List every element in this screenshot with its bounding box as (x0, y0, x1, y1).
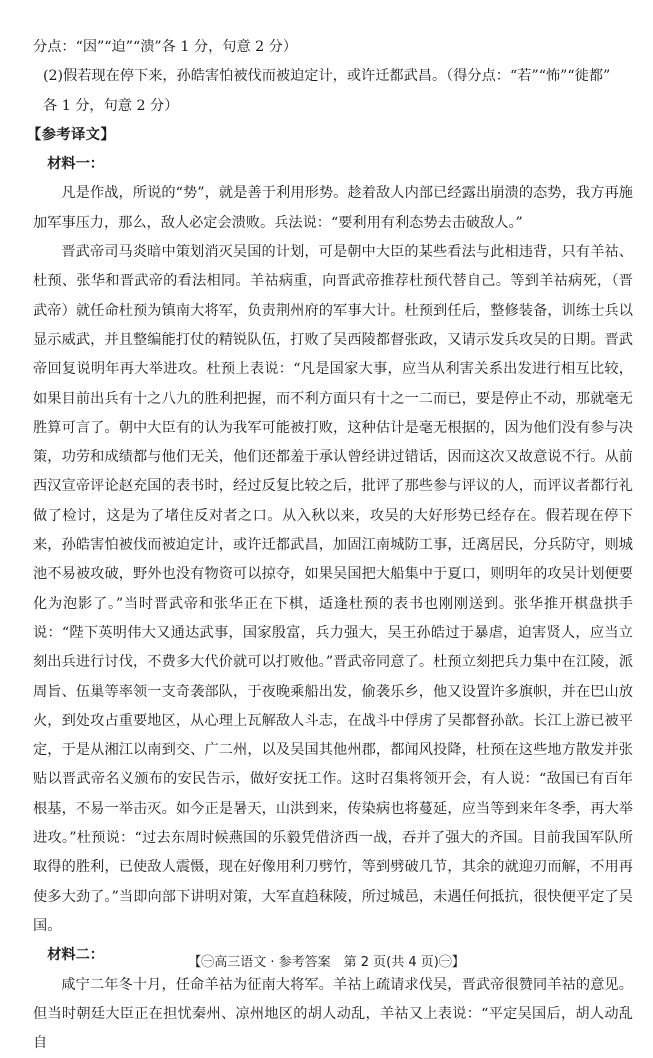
document-body (33, 33, 633, 1058)
answer-line-1: 分点：“因”“迫”“溃”各 1 分，句意 2 分） (33, 33, 633, 62)
section-title: 【参考译文】 (27, 121, 633, 150)
page-footer: 【㊀高三语文 · 参考答案 第 2 页(共 4 页)㊀】 (0, 953, 653, 973)
answer-line-2: (2)假若现在停下来，孙皓害怕被伐而被迫定计，或许迁都武昌。（得分点：“若”“怖”“徙都” (33, 62, 633, 91)
material1-paragraph-2: 晋武帝司马炎暗中策划消灭吴国的计划，可是朝中大臣的某些看法与此相违背，只有羊祜、杜预、张华和晋武帝的看法相同。羊祜病重，向晋武帝推荐杜预代替自己。等到羊祜病死，（晋武帝）就任命杜预为镇南大将军，负责荆州府的军事大计。杜预到任后，整修装备，训练士兵以显示威武，并且整编能打仗的精锐队伍，打败了吴西陵都督张政，又请示发兵攻吴的日期。晋武帝回复说明年再大举进攻。杜预上表说：“凡是国家大事，应当从利害关系出发进行相互比较，如果目前出兵有十之八九的胜利把握，而不利方面只有十之一二而已，要是停止不动，那就毫无胜算可言了。朝中大臣有的认为我军可能被打败，这种估计是毫无根据的，因为他们没有参与决策，功劳和成绩都与他们无关，他们还都羞于承认曾经讲过错话，因而这次又故意说不行。从前西汉宣帝评论赵充国的表书时，经过反复比较之后，批评了那些参与评议的人，而评议者都行礼做了检讨，这是为了堵住反对者之口。从入秋以来，攻吴的大好形势已经存在。假若现在停下来，孙皓害怕被伐而被迫定计，或许迁都武昌，加固江南城防工事，迁离居民，分兵防守，则城池不易被攻破，野外也没有物资可以掠夺，如果吴国把大船集中于夏口，则明年的攻吴计划便要化为泡影了。”当时晋武帝和张华正在下棋，适逢杜预的表书也刚刚送到。张华推开棋盘拱手说：“陛下英明伟大又通达武事，国家殷富，兵力强大，吴王孙皓过于暴虐，迫害贤人，应当立刻出兵进行讨伐，不费多大代价就可以打败他。”晋武帝同意了。杜预立刻把兵力集中在江陵，派周旨、伍巢等率领一支奇袭部队，于夜晚乘船出发，偷袭乐乡，他又设置许多旗帜，并在巴山放火，到处攻占重要地区，从心理上瓦解敌人斗志，在战斗中俘虏了吴都督孙歆。长江上游已被平定，于是从湘江以南到交、广二州，以及吴国其他州郡，都闻风投降，杜预在这些地方散发并张贴以晋武帝名义颁布的安民告示，做好安抚工作。这时召集将领开会，有人说：“敌国已有百年根基，不易一举击灭。如今正是暑天，山洪到来，传染病也将蔓延，应当等到来年冬季，再大举进攻。”杜预说：“过去东周时候燕国的乐毅凭借济西一战，吞并了强大的齐国。目前我国军队所取得的胜利，已使敌人震慑，现在好像用利刀劈竹，等到劈破几节，其余的就迎刃而解，不用再使多大劲了。”当即向部下讲明对策，大军直趋秣陵，所过城邑，未遇任何抵抗，很快便平定了吴国。 (33, 238, 633, 941)
answer-line-3: 各 1 分，句意 2 分） (33, 92, 633, 121)
material2-paragraph-1: 咸宁二年冬十月，任命羊祜为征南大将军。羊祜上疏请求伐吴，晋武帝很赞同羊祜的意见。但当时朝廷大臣正在担忧秦州、凉州地区的胡人动乱，羊祜又上表说：“平定吴国后，胡人动乱自 (33, 971, 633, 1058)
material1-paragraph-1: 凡是作战，所说的“势”，就是善于利用形势。趁着敌人内部已经露出崩溃的态势，我方再施加军事压力，那么，敌人必定会溃败。兵法说：“要利用有利态势去击破敌人。” (33, 179, 633, 238)
material1-heading: 材料一： (33, 150, 633, 179)
material2-heading: 材料二： (33, 941, 633, 970)
